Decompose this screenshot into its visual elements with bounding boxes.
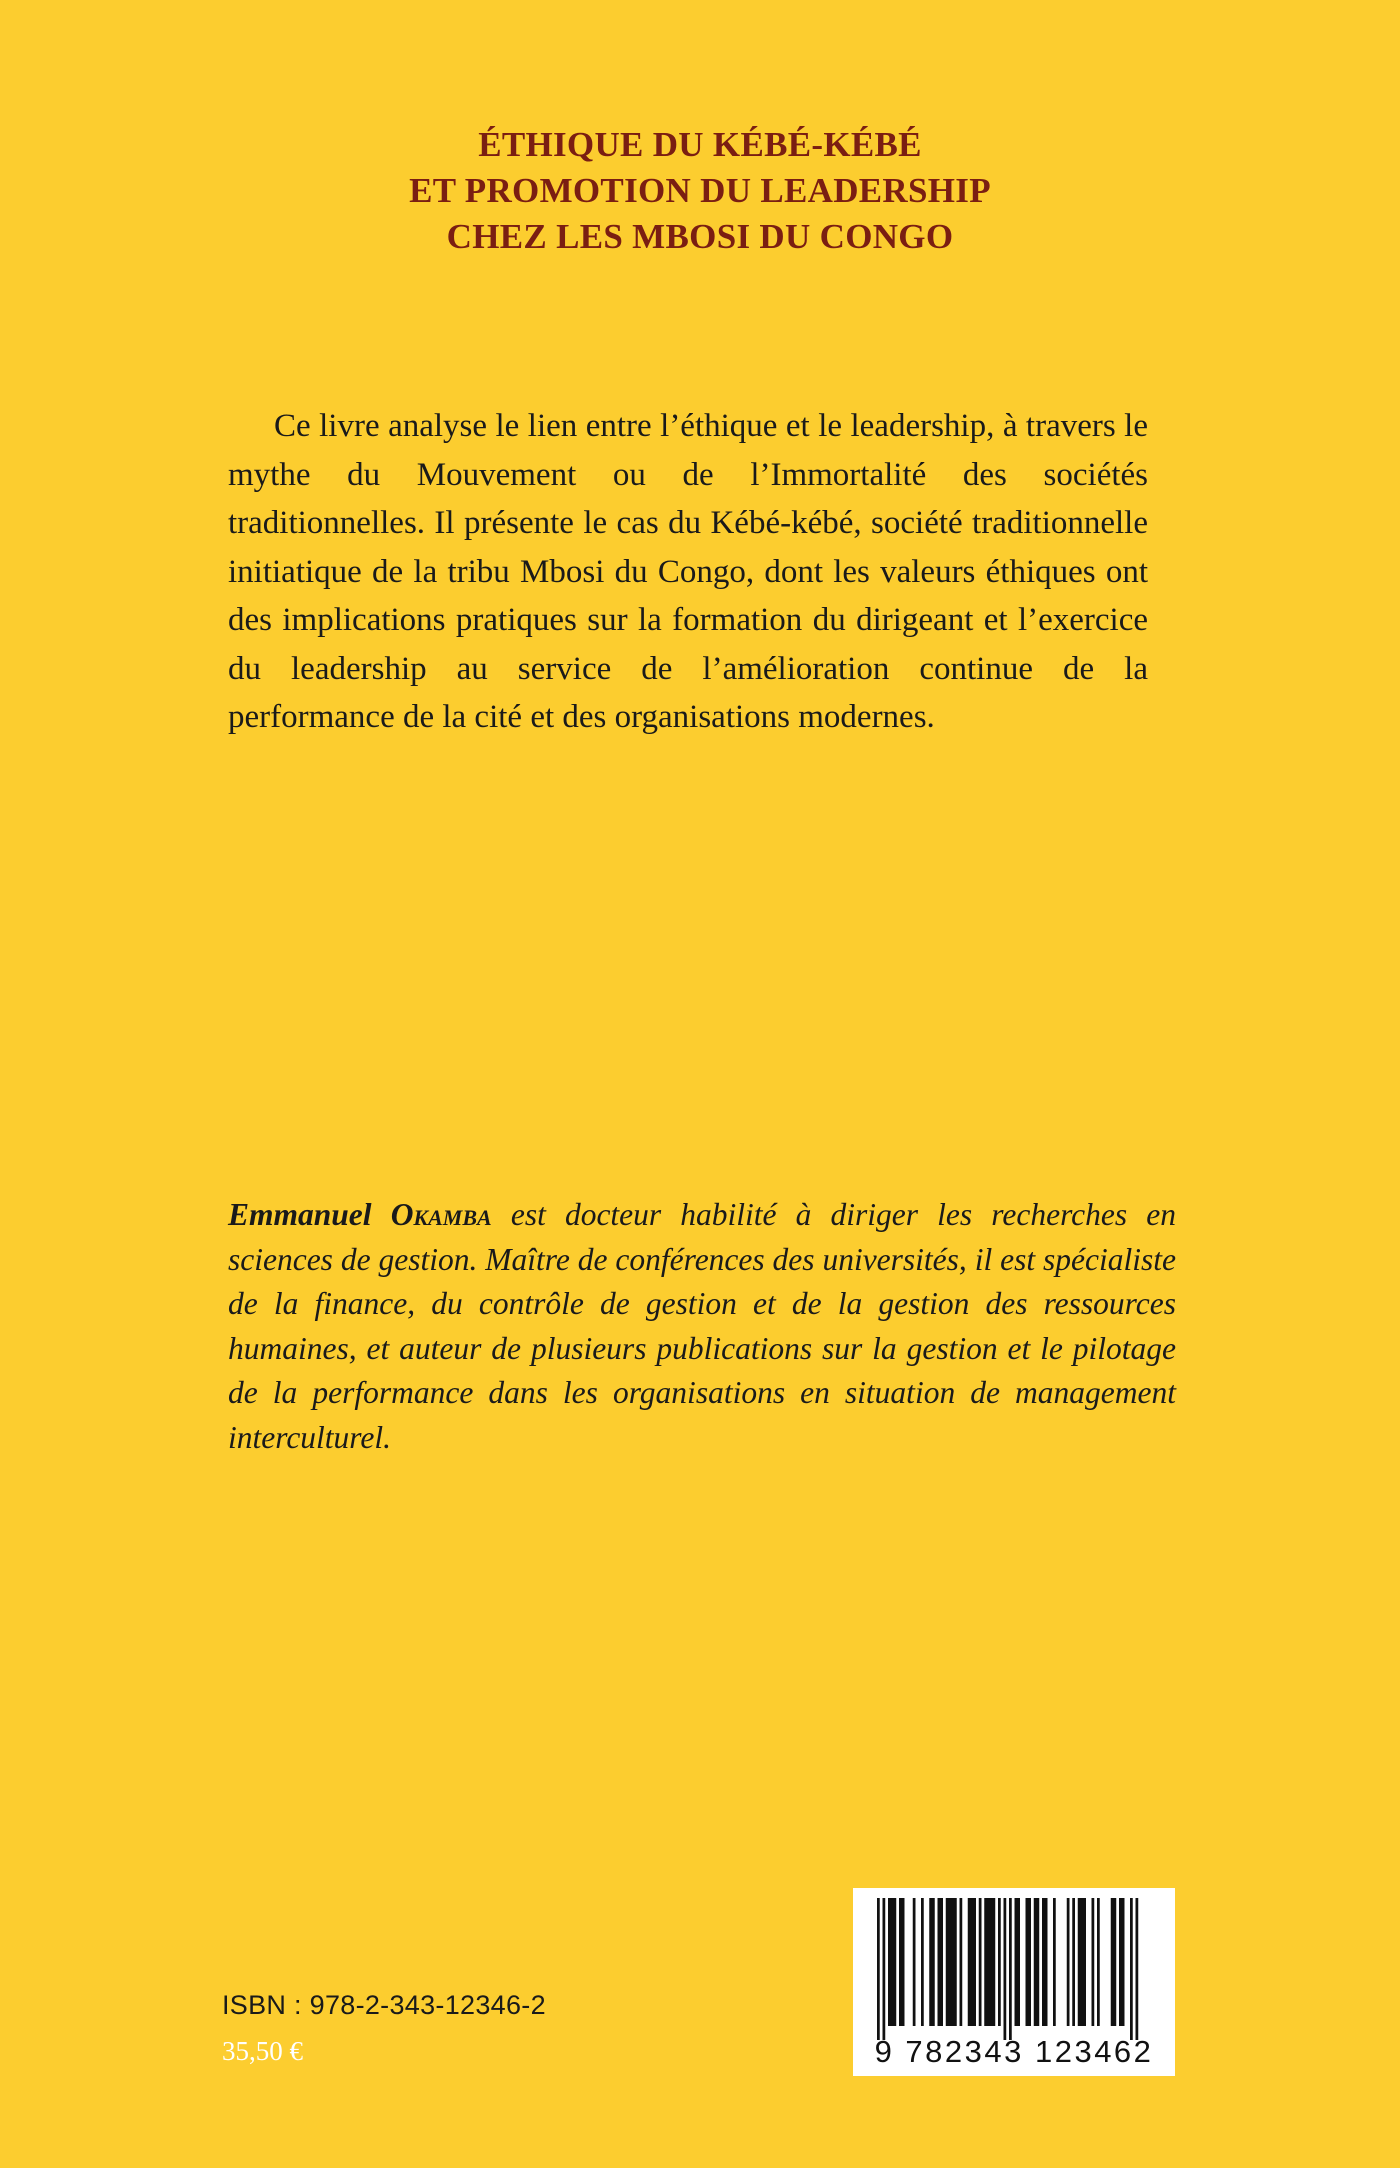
barcode-bar: [1067, 1898, 1070, 2026]
barcode: [853, 1888, 1175, 2076]
author-bio-text: est docteur habilité à diriger les recherches en sciences de gestion. Maître de conférences des universités, il est spécialiste de la finance, du contrôle de gestion et de la gestion des ressources humaines, et auteur de plusieurs publications sur la gestion et le pilotage de la performance dans les organisations en situation de management interculturel.: [228, 1197, 1177, 1455]
barcode-bar: [938, 1898, 944, 2026]
barcode-bar: [899, 1898, 905, 2026]
book-title: [0, 122, 1400, 260]
barcode-bar: [984, 1898, 995, 2026]
title-line-1: ÉTHIQUE DU KÉBÉ-KÉBÉ: [478, 125, 922, 164]
barcode-bar: [1026, 1898, 1032, 2026]
price-label: 35,50 €: [222, 2036, 303, 2066]
title-line-3: CHEZ LES MBOSI DU CONGO: [446, 217, 954, 256]
barcode-bar: [1136, 1898, 1139, 2040]
barcode-bar: [998, 1898, 1001, 2026]
barcode-bar: [1072, 1898, 1075, 2026]
isbn-label: ISBN : 978-2-343-12346-2: [222, 1990, 546, 2020]
barcode-bar: [1111, 1898, 1117, 2026]
barcode-bar: [960, 1898, 963, 2026]
barcode-bar: [1130, 1898, 1133, 2040]
barcode-digits: 9 782343 123462: [874, 2034, 1154, 2069]
barcode-bar: [877, 1898, 880, 2040]
book-summary: Ce livre analyse le lien entre l’éthique et le leadership, à travers le mythe du Mouvement ou de l’Immortalité des sociétés traditionnelles. Il présente le cas du Kébé-kébé, société traditionnelle initiatique de la tribu Mbosi du Congo, dont les valeurs éthiques ont des implications pratiques sur la formation du dirigeant et l’exercice du leadership au service de l’amélioration continue de la performance de la cité et des organisations modernes.: [228, 408, 1148, 735]
barcode-bar: [979, 1898, 982, 2026]
author-last-name: Okamba: [390, 1197, 492, 1232]
barcode-bar: [1053, 1898, 1056, 2026]
barcode-bar: [921, 1898, 924, 2026]
barcode-bar: [1042, 1898, 1048, 2026]
barcode-bar: [1004, 1898, 1007, 2040]
barcode-bar: [1034, 1898, 1040, 2026]
barcode-bar: [1015, 1898, 1021, 2026]
barcode-bar: [913, 1898, 916, 2026]
barcode-bar: [968, 1898, 976, 2026]
title-line-2: ET PROMOTION DU LEADERSHIP: [409, 171, 991, 210]
barcode-bar: [946, 1898, 957, 2026]
barcode-bar: [1078, 1898, 1086, 2026]
author-first-name: Emmanuel: [228, 1197, 372, 1232]
author-bio: [228, 1193, 1176, 1460]
barcode-bar: [1009, 1898, 1012, 2040]
barcode-bar: [888, 1898, 896, 2026]
barcode-bar: [1097, 1898, 1100, 2026]
barcode-bar: [1119, 1898, 1125, 2026]
barcode-bar: [1092, 1898, 1095, 2026]
barcode-bar: [929, 1898, 935, 2026]
barcode-bar: [883, 1898, 886, 2040]
